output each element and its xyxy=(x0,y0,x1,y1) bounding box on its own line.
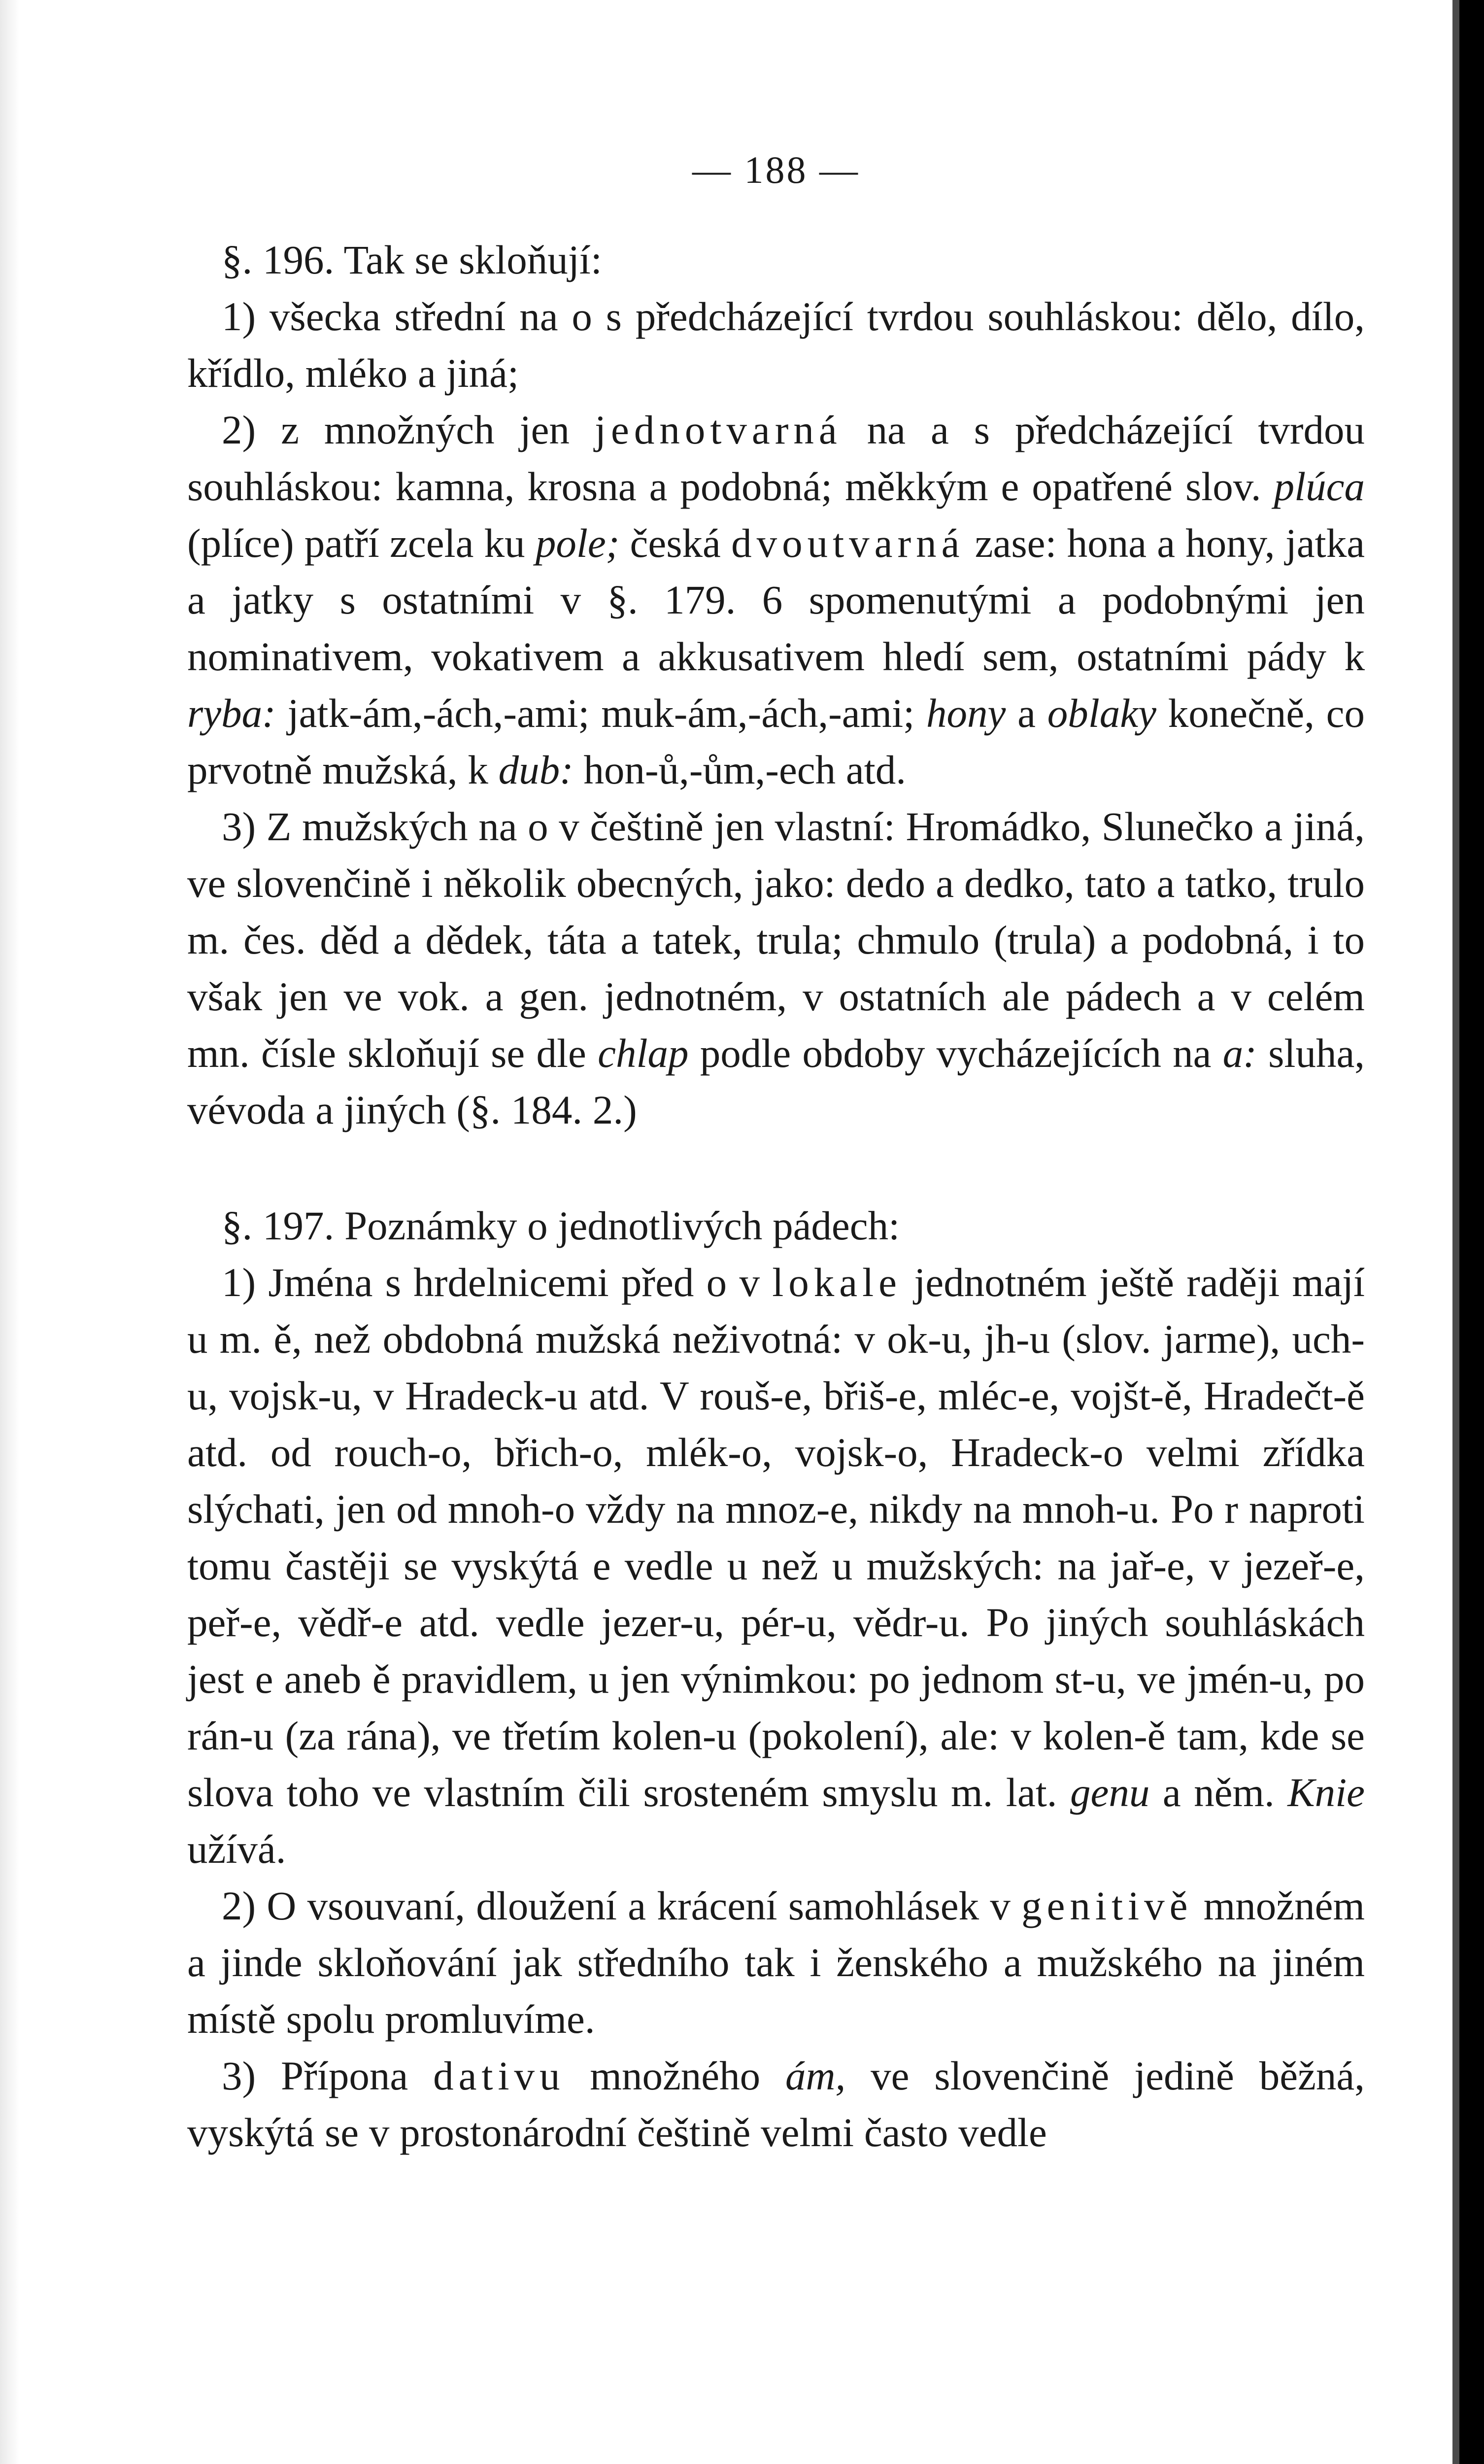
emphasis-italic: hony xyxy=(926,690,1006,736)
text-run: ve slovenčině jedině běžná, vyskýtá se v prostonárodní češtině velmi často vedle xyxy=(187,2053,1365,2155)
emphasis-italic: Knie xyxy=(1287,1770,1365,1815)
text-run: konečně, co prvotně mužská, k xyxy=(187,690,1365,792)
emphasis-italic: ryba: xyxy=(187,690,276,736)
text-run: 2) O vsouvaní, dloužení a krácení samohlásek v xyxy=(222,1883,1011,1928)
emphasis-italic: ám, xyxy=(785,2053,846,2098)
emphasis-italic: plúca xyxy=(1274,464,1365,509)
text-run: 3) Z mužských na o v češtině jen vlastní: Hromádko, Slunečko a jiná, ve slovenčině i několik obecných, jako: dedo a dedko, tato a tatko, trulo m. čes. děd a dědek, táta a tatek, trula; chmulo (trula) a podobná, i to však jen ve vok. a gen. jednotném, v ostatních ale pádech a v celém mn. čísle skloňují se dle xyxy=(187,804,1365,1076)
scan-edge-left xyxy=(0,0,20,2464)
text-run: 2) z množných jen xyxy=(222,407,570,452)
scan-edge-right xyxy=(1459,0,1484,2464)
section-gap xyxy=(187,1138,1365,1198)
emphasis-italic: oblaky xyxy=(1047,690,1156,736)
page-number: — 188 — xyxy=(692,148,860,191)
emphasis-spaced: jednotvarná xyxy=(594,407,842,452)
text-run: jatk-ám,-ách,-ami; muk-ám,-ách,-ami; xyxy=(287,690,915,736)
text-run: množném a jinde skloňování jak středního tak i ženského a mužského na jiném místě spolu promluvíme. xyxy=(187,1883,1365,2042)
text-run: a něm. xyxy=(1162,1770,1275,1815)
emphasis-spaced: genitivě xyxy=(1021,1883,1193,1928)
text-run: a xyxy=(1017,690,1036,736)
emphasis-italic: genu xyxy=(1070,1770,1150,1815)
section-197-item-1 xyxy=(187,1254,1365,1878)
section-197-item-2 xyxy=(187,1878,1365,2048)
emphasis-italic: pole; xyxy=(535,520,620,566)
text-run: užívá. xyxy=(187,1826,286,1872)
text-run: množného xyxy=(590,2053,761,2098)
section-196-heading: §. 196. Tak se skloňují: xyxy=(222,237,602,282)
section-197-item-3 xyxy=(187,2048,1365,2161)
emphasis-spaced: dvoutvarná xyxy=(731,520,965,566)
book-page xyxy=(187,118,1365,2161)
emphasis-spaced: lokale xyxy=(772,1260,902,1305)
text-run: 1) Jména s hrdelnicemi před o v xyxy=(222,1260,760,1305)
text-run: jednotném ještě raději mají u m. ě, než obdobná mužská neživotná: v ok-u, jh-u (slov. jarme), uch-u, vojsk-u, v Hradeck-u atd. V rouš-e, břiš-e, mléc-e, vojšt-ě, Hradečt-ě atd. od rouch-o, břich-o, mlék-o, vojsk-o, Hradeck-o velmi zřídka slýchati, jen od mnoh-o vždy na mnoz-e, nikdy na mnoh-u. Po r naproti tomu častěji se vyskýtá e vedle u než u mužských: na jař-e, v jezeř-e, peř-e, vědř-e atd. vedle jezer-u, pér-u, vědr-u. Po jiných souhláskách jest e aneb ě pravidlem, u jen výnimkou: po jednom st-u, ve jmén-u, po rán-u (za rána), ve třetím kolen-u (pokolení), ale: v kolen-ě tam, kde se slova toho ve vlastním čili srosteném smyslu m. lat. xyxy=(187,1260,1365,1815)
text-run: sluha, vévoda a jiných (§. 184. 2.) xyxy=(187,1030,1365,1132)
emphasis-spaced: dativu xyxy=(433,2053,565,2098)
section-196-item-2 xyxy=(187,402,1365,798)
emphasis-italic: chlap xyxy=(598,1030,689,1076)
text-run: podle obdoby vycházejících na xyxy=(700,1030,1212,1076)
emphasis-italic: dub: xyxy=(498,747,573,792)
text-run: hon-ů,-ům,-ech atd. xyxy=(583,747,907,792)
section-197-heading: §. 197. Poznámky o jednotlivých pádech: xyxy=(222,1203,900,1248)
section-196-item-1: 1) všecka střední na o s předcházející tvrdou souhláskou: dělo, dílo, křídlo, mléko a jiná; xyxy=(187,294,1365,396)
section-196-item-3 xyxy=(187,798,1365,1138)
emphasis-italic: a: xyxy=(1222,1030,1257,1076)
text-run: na a s předcházející tvrdou souhláskou: kamna, krosna a podobná; měkkým e opatřené slov. xyxy=(187,407,1365,509)
text-run: (plíce) patří zcela ku xyxy=(187,520,525,566)
text-run: česká xyxy=(630,520,721,566)
text-run: 3) Přípona xyxy=(222,2053,408,2098)
text-run: zase: hona a hony, jatka a jatky s ostatními v §. 179. 6 spomenutými a podobnými jen nominativem, vokativem a akkusativem hledí sem, ostatními pády k xyxy=(187,520,1365,679)
